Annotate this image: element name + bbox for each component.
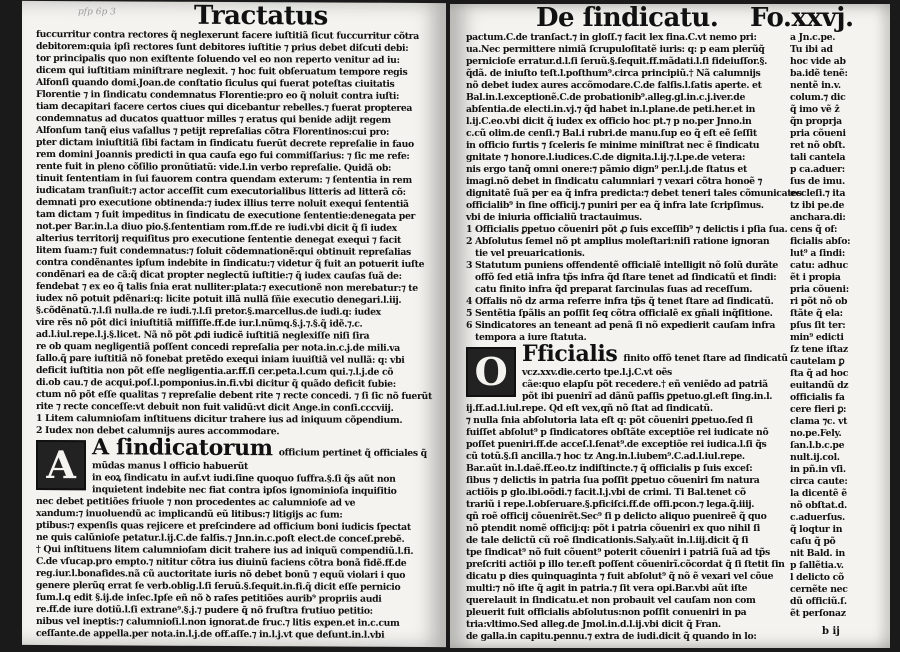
- margin-note: p ſallẽtia.v.: [790, 560, 844, 571]
- margin-note: l delicto cõ: [790, 572, 844, 583]
- text-line: multi:⁊ nõ iſte q̃ agit in patria.⁊ ſit vera opi.Bar.vbi aũt iſte: [466, 583, 748, 594]
- text-line: re ob quam negligentiã poſſent concedi repreſalia per nota.in.c.j.de mili.va: [36, 340, 400, 354]
- margin-note: ſz tene iſtaz: [790, 344, 848, 355]
- text-line: pleuerit fuit officialis abſolutus:non poſſit conueniri in pa: [466, 607, 747, 618]
- text-line: l.ij.C.eo.vbi dicit q̃ iudex ex officio hoc pt.⁊ p no.per Jnno.in: [466, 116, 752, 127]
- text-line: debitorem:quia ipſi rectores ſunt debitores iuſtitie ⁊ prius debet diſcuti debi:: [36, 40, 409, 54]
- margin-note: cautelam ꝑ: [790, 356, 845, 367]
- margin-note: q̃n proprja: [790, 116, 842, 127]
- text-line: pactum.C.de tranſact.⁊ in gloſſ.⁊ facit lex fina.C.vt nemo pri:: [466, 32, 757, 43]
- margin-note: ba.idẽ tenẽ:: [790, 68, 848, 79]
- section-heading: A ſindicatorum: [92, 434, 273, 462]
- text-line: rente fuit in pleno cõſilio pronũtiatũ: vide.l.in verbo repreſalie. Quidã ob:: [36, 160, 392, 174]
- text-line: Florentie ⁊ in ſindicatu condemnatus Florentie:pro eo q̃ noluit contra iuſti:: [36, 88, 400, 102]
- text-line: vcz.xxv.die.certo tpe.l.j.C.vt oẽs: [522, 367, 672, 378]
- summary-number: 4: [466, 296, 473, 307]
- text-line: c.cũ olim.de cenſi.⁊ Bal.i rubri.de manu.ſup eo q̃ eſt eẽ ſeſſit: [466, 128, 757, 139]
- left-page: [22, 1, 446, 647]
- summary-item: [466, 320, 776, 332]
- summary-text: tie vel preuaricationis.: [475, 248, 585, 259]
- text-line: Bal.in.l.exceptionẽ.C.de probationib⁹.alleg.gl.in.c.j.iver.de: [466, 92, 746, 103]
- text-line: reg.iur.l.bonafides.nã cũ auctoritate iuris nõ debet bonũ ⁊ equũ violari i quo: [36, 567, 406, 581]
- text-line: nõ ptendit nomẽ officij:q: põt i patria cõueniri ex quo nihil ſi: [466, 523, 760, 534]
- text-line: trariũ i repe.l.obſeruare.§.pficiſci.ff.de offi.pcon.⁊ lega.q̃.iiij.: [466, 499, 755, 510]
- margin-note: tz ibi pe.de: [790, 200, 845, 211]
- summary-number: 1: [466, 224, 473, 235]
- text-line: qñ roẽ officij cõuenirẽt.Sec⁹ ſi p delicto aliquo puenireẽ q̃ quo: [466, 511, 767, 522]
- margin-note: c.aduerſus.: [790, 512, 845, 523]
- summary-text: offõ ſed etiã infra tp̃s infra q̃d ſtare tenet ad ſindicatũ et ſindi:: [475, 272, 777, 283]
- summary-number: 3: [466, 260, 473, 271]
- text-line: ſallo.q̃ pare iuſtitiã nõ fonebat pretẽdo exequi iniam iuuiſtiã vel nullã: q: vbi: [36, 352, 405, 366]
- margin-note: ſtãte q̃ ela:: [790, 308, 843, 319]
- handwritten-note: pfp 6p 3: [78, 7, 116, 18]
- summary-item: [466, 260, 778, 272]
- text-line: officialib⁹ in ſine officij.⁊ puniri per ea q̃ infra late ſcripſimus.: [466, 200, 764, 211]
- summary-text: Officialis ꝑpetuo cõueniri põt ꝓ ſuis exceſſib⁹ ⁊ delictis i pſia ſua.: [475, 224, 788, 235]
- margin-note: Tu ibi ad: [790, 44, 833, 55]
- margin-note: q̃ imo vẽ ẑ: [790, 104, 840, 115]
- running-head: Tractatus: [194, 0, 328, 32]
- text-line: ad.l.iul.repe.l.j.§.licet. Nã nõ põt ꝓdi iudicẽ iuſtitiã neglexiſſe niſi ſira: [36, 328, 370, 342]
- text-line: actiõis p glo.ibi.oõdi.⁊ facit.l.j.vbi de crimi. Ti Bal.tenet cõ: [466, 487, 746, 498]
- summary-text: Offalis nõ dz arma referre infra tp̃s q̃ tenet ſtare ad ſindicatũ.: [475, 296, 774, 307]
- text-line: Alfonſum tanq̃ eius vaſallus ⁊ petijt repreſalias cõtra Florentinos:cui pro:: [36, 124, 390, 138]
- text-line: officium pertinet q̃ officiales q̃: [278, 447, 427, 460]
- text-line: tor principalis quo non exiſtente ſoluendo vel eo non reperto venitur ad iu:: [36, 52, 400, 66]
- text-line: nibus vel ineptis:⁊ calumnioſi.l.non ignorat.de fruc.⁊ litis expen.et in.c.cum: [36, 615, 400, 629]
- margin-note: caſu q̃ põ: [790, 536, 836, 547]
- margin-note: clama ⁊c. vt: [790, 416, 848, 427]
- margin-note: eccleſi.⁊ ita: [790, 188, 846, 199]
- text-line: xandum:⁊ inuoluendũ ac implicandũ eũ litibus:⁊ litigijs ac ſum:: [36, 507, 343, 521]
- text-line: Alfonſi quando domi.Joan.de conſtatio ſiculus qui fuerat poteſtas ciuitatis: [36, 76, 395, 90]
- summary-item: [466, 308, 773, 320]
- margin-note: no.pe.Fely.: [790, 428, 842, 439]
- text-line: de galla.in capitu.pennu.⁊ extra de iudi.dicit q̃ quando in lo:: [466, 631, 757, 642]
- left-text-block: [36, 29, 441, 642]
- text-line: nec debet petitiões friuole ⁊ non procedentes ac calumnioſe ad ve: [36, 495, 356, 509]
- text-line: cũ totũ.§.ſi ancilla.⁊ hoc tz Ang.in.l.iubem⁹.C.ad.l.iul.repe.: [466, 451, 745, 462]
- margin-note: dũ officiũ.ſ.: [790, 596, 847, 607]
- margin-note: ſan.l.b.c.pe: [790, 440, 845, 451]
- text-line: litem ſuam:⁊ fuit condemnatus:⁊ ſoluit cõdemnationẽ:qui obtinuit repreſalias: [36, 244, 411, 258]
- text-line: q̃dã. de iniuſto teſt.l.poſthum⁹.circa principiũ.† Nã calumnijs: [466, 68, 761, 79]
- text-line: ne quis calũnioſe petatur.l.ij.C.de falſis.⁊ Jnn.in.c.poſt elect.de conceſ.prebẽ.: [36, 531, 405, 545]
- text-line: condemnatus ad ducatos quattuor milles ⁊ eratus qui benide adijt regem: [36, 112, 391, 126]
- text-line: ptibus:⁊ expenſis quas rejicere et preſcindere ad officium boni iudicis ſpectat: [36, 519, 411, 533]
- text-line: alterius territorij requiſitus pro executione ſententie denegat exequi ⁊ facit: [36, 232, 401, 246]
- section: [36, 434, 441, 522]
- text-line: contra condẽnantes ipſum indebite in ſindicatu:⁊ videtur q̃ fuit an potuerit iuſte: [36, 256, 425, 270]
- text-line: di.ob cau.⁊ de acqui.poſ.l.pomponius.in.fi.vbi dicitur q̃ quãdo deficit ſubie:: [36, 376, 396, 390]
- summary-number: 5: [466, 308, 473, 319]
- margin-note: ſus de imu.: [790, 176, 845, 187]
- text-line: dignitatẽ ſuã per ea q̃ infra predicta:⁊ debet teneri tales cõmunicates: [466, 188, 802, 199]
- summary-item: [466, 248, 766, 260]
- summary-text: Litem calumnioſam inſtituens dicitur trahere ius ad iniquum cõpendium.: [45, 413, 403, 426]
- margin-note: cernẽte nec: [790, 584, 848, 595]
- margin-note: hoc vide ab: [790, 56, 846, 67]
- section-opening: [36, 434, 441, 462]
- summary-text: catu finito infra q̃d preparat ſarcinulas ſuas ad receſſum.: [475, 284, 753, 295]
- text-line: preſcriti actiõi p illo ter.eſt poſſent cõuenirĩ.cõcordat q̃ ſi ſtetit ſin: [466, 559, 785, 570]
- summary-item: [466, 236, 770, 248]
- text-line: vbi de iniuria officialiũ tractauimus.: [466, 212, 642, 223]
- text-line: ſibus ⁊ delictis in patria ſua poſſit ꝑpetuo cõueniri ſm natura: [466, 475, 760, 486]
- text-line: abſentia.de electi.in.vj.⁊ q̃d habet in.l.plane.de peti.her.et in: [466, 104, 756, 115]
- margin-note: nult.ij.col.: [790, 452, 840, 463]
- text-line: §.cõdẽnatũ.⁊.l.ſi nulla.de re iudi.⁊.l.ſi pretor.§.marcellus.de iudi.q: iudex: [36, 304, 381, 318]
- text-line: poſſet pueniri.ff.de acceſ.l.ſenat⁹.de exceptiõe rei iudica.l.ſi q̃s: [466, 439, 767, 450]
- text-line: in officio furtis ⁊ ſceleris ſe minime miniſtrat nec ẽ ſindicatu: [466, 140, 760, 151]
- margin-note: anchara.di:: [790, 212, 846, 223]
- text-line: in eoꝝ ſindicatu in auf.vt iudi.ſine quoquo ſuffra.§.ſi q̃s aũt non: [92, 472, 396, 485]
- text-line: ctum nõ põt eſſe qualitas ⁊ repreſalie debent rite ⁊ recte concedi. ⁊ ſi ſic nõ fuerũt: [36, 388, 432, 403]
- section-heading: Fficialis: [522, 341, 618, 367]
- text-line: ceſſante.de appella.per nota.in.l.j.de off.aſſe.⁊ in.l.j.vt que deſunt.in.l.vbi: [36, 627, 385, 641]
- margin-note: circa caute:: [790, 476, 848, 487]
- text-line: tiam decapitari facere certos ciues qui dicebantur rebelles.⁊ fuerat propterea: [36, 100, 413, 114]
- text-line: condẽnari ea de cã:q̃ dicat propter neglectũ iuſtitie:⁊ q̃ iudex cauſas ſuã de:: [36, 268, 402, 282]
- summary-text: tempora a iure ſtatuta.: [475, 332, 587, 343]
- margin-note: ſta q̃ ad hoc: [790, 368, 849, 379]
- text-line: deficit iuſtitia non põt eſſe negligentia.ar.ff.ſi cer.peta.l.cum qui.⁊.l.j.de cõ: [36, 364, 394, 378]
- text-line: tam dictam ⁊ ſuit impeditus in ſindicatu de executione ſententie:denegata per: [36, 208, 416, 222]
- text-line: dicatu p dies quinquaginta ⁊ fuit abſolut⁹ q̃ nõ ẽ vexari vel cõue: [466, 571, 774, 582]
- margin-note: nentẽ in.v.: [790, 80, 841, 91]
- margin-note: cens q̃ of:: [790, 224, 838, 235]
- margin-note: ficialis abſo:: [790, 236, 851, 247]
- text-line: genere plerũq errat ſe verb.oblig.l.ſi ſeruũ.§.ſequit.in.fi.q̃ dicit eſſe pernicio: [36, 579, 401, 593]
- decorated-initial: A: [36, 440, 86, 490]
- text-line: tpe ſindicat⁹ nõ fuit cõuent⁹ poterit cõueniri i patriã ſuã ad tp̃s: [466, 547, 770, 558]
- margin-note: ret nõ obſt.: [790, 140, 846, 151]
- margin-note: officialis fa: [790, 392, 845, 403]
- margin-note: tali cantela: [790, 152, 846, 163]
- summary-number: 1: [36, 412, 43, 424]
- margin-note: a Jn.c.pe.: [790, 32, 836, 43]
- decorated-initial: O: [466, 347, 516, 397]
- text-line: rem domini Joannis predicti in qua cauſa ego fui commiſſarius: ⁊ ſic me refe:: [36, 148, 410, 162]
- text-line: demnati pro executione obtinenda:⁊ iudex illius terre noluit exequi ſententiã: [36, 196, 409, 210]
- text-line: tinuit ſententiam in ſui fauorem contra quendam exterum: ⁊ ſententia in rem: [36, 172, 412, 186]
- text-line: dicem qui iuſtitiam miniſtrare neglexit. ⁊ hoc fuit obſeruatum tempore regis: [36, 64, 408, 78]
- margin-note: pria cõueni: [790, 128, 846, 139]
- signature-mark: b ij: [822, 626, 840, 637]
- text-line: finito offõ tenet ſtare ad ſindicatũ: [623, 353, 788, 364]
- text-line: fendebat ⁊ ex eo q̃ talis ſnia erat nulliter:plata:⁊ executionẽ non merebatur:⁊ te: [36, 280, 418, 294]
- section: [466, 341, 788, 415]
- margin-note: cere fieri ꝑ:: [790, 404, 847, 415]
- text-line: iudicatam tranſiuit:⁊ actor acceſſit cum executorialibus litteris ad litterã cõ:: [36, 184, 406, 198]
- margin-note: min⁹ edicti: [790, 332, 844, 343]
- margin-note: ri põt nõ ob: [790, 296, 848, 307]
- text-line: mũdas manus l officio habuerũt: [92, 460, 248, 473]
- text-line: cãe:quo elapſu põt recedere.† eñ veniẽdo ad patriã: [522, 379, 768, 390]
- text-line: querelauit in ſindicatu.et non probauit vel cauſam non com: [466, 595, 756, 606]
- text-line: C.de vſucap.pro empto.⁊ nititur cõtra ius diuinũ faciens cõtra bonã fidẽ.ff.de: [36, 555, 407, 569]
- summary-text: Abſolutus ſemel nõ pt amplius moleſtari:niſi ratione ignoran: [475, 236, 770, 247]
- summary-text: Iudex non debet calumnijs aures accommodare.: [45, 425, 280, 438]
- text-line: nis ergo tanq̃ omni onere:⁊ pãmio dign⁹ per.l.j.de ſtatus et: [466, 164, 747, 175]
- text-line: gnitate ⁊ honore.l.iudices.C.de dignita.l.ij.⁊.l.pe.de vetera:: [466, 152, 746, 163]
- text-line: † Qui inſtituens litem calumnioſam dicit trahere ius ad iniquũ compendiũ.l.fi.: [36, 543, 414, 557]
- folio-number: Fo.xxvj.: [750, 3, 854, 33]
- margin-notes: [790, 32, 885, 620]
- text-line: ij.ff.ad.l.iul.repe. Qd eſt vex,qñ nõ ſtat ad ſindicatũ.: [466, 403, 713, 414]
- margin-note: in pñ.in vſi.: [790, 464, 846, 475]
- margin-note: nõ obſtat.d.: [790, 500, 847, 511]
- text-line: tria:vltimo.Sed alleg.de Jmol.in.d.l.ij.vbi dicit q̃ Fran.: [466, 619, 721, 630]
- margin-note: la dicentẽ ẽ: [790, 488, 847, 499]
- text-line: rite ⁊ recte conceſſe:vt debuit non fuit validũ:vt dicit Ange.in conſi.cccviij.: [36, 400, 394, 414]
- text-line: pernicioſe erratur.d.l.ſi ſeruũ.§.ſequit.ff.mãdati.l.ſi fideiuſſor.§.: [466, 56, 767, 67]
- margin-note: euitandũ dz: [790, 380, 849, 391]
- text-line: vire rẽs nõ põt dici iniuſtitiã miſſiſſe.ff.de iur.l.nũmq.§.j.⁊.§.q̃ idẽ.⁊.c.: [36, 316, 363, 330]
- margin-note: colum.⁊ dic: [790, 92, 846, 103]
- text-line: imagi.nõ debet in ſindicatu calumniari ⁊ vexari cõtra honoẽ ⁊: [466, 176, 762, 187]
- text-line: iudex nõ potuit pdẽnari:q: licite potuit illã nullã ſñie executio denegari.l.iij.: [36, 292, 402, 306]
- summary-item: [466, 296, 774, 308]
- text-line: Bar.aũt in.l.daẽ.ff.eo.tz indiſtincte.⁊ q̃ officialis p ſuis exceſ:: [466, 463, 753, 474]
- text-line: fuiſſet abſolut⁹ p ſindicatores obſtãte exceptiõe rei iudicate nõ: [466, 427, 769, 438]
- text-line: re.ff.de iure dotiũ.l.ſi extrane⁹.§.j.⁊ pudere q̃ nõ fruſtra frutiuo petitio:: [36, 603, 373, 617]
- summary-item: [466, 284, 766, 296]
- summary-text: Sentẽtia ſpãlis an poſſit ſeq cõtra officialẽ ex gñali inq̃ſitione.: [475, 308, 773, 319]
- text-line: inquietent indebite nec fiat contra ipſos ignominioſa inquiſitio: [92, 484, 397, 497]
- margin-note: nit Bald. in: [790, 548, 845, 559]
- text-line: de tale delictũ cũ roẽ ſindicationis.Saly.aũt in.l.iij.dicit q̃ ſi: [466, 535, 749, 546]
- right-page: [450, 4, 890, 648]
- right-main-text: [466, 32, 802, 643]
- text-line: ua.Nec permittere nimiã ſcrupuloſitatẽ iuris: q: p eam plerũq̃: [466, 44, 765, 55]
- summary-text: Sindicatores an teneant ad penã ſi nõ expedierit cauſam infra: [475, 320, 776, 331]
- running-head: De ſindicatu.: [536, 3, 719, 33]
- summary-number: 6: [466, 320, 473, 331]
- text-line: nõ debet iudex aures accõmodare.C.de falſis.l.ſatis aperte. et: [466, 80, 762, 91]
- summary-number: 2: [36, 424, 43, 436]
- margin-note: q̃ loqtur in: [790, 524, 843, 535]
- margin-note: ẽt perſonaz: [790, 608, 846, 619]
- margin-note: pſus ſit ter:: [790, 320, 846, 331]
- summary-item: [466, 224, 788, 236]
- summary-number: 2: [466, 236, 473, 247]
- margin-note: pria cõueni:: [790, 284, 849, 295]
- text-line: not.per Bar.in.l.a diuo pio.§.ſententiam rom.ff.de re iudi.vbi dicit q̃ ſi iudex: [36, 220, 397, 234]
- margin-note: lut⁹ a ſindi:: [790, 248, 846, 259]
- text-line: fuccurritur contra rectores q̃ neglexerunt facere iuſtitiã ſicut fuccurritur cõtra: [36, 28, 419, 42]
- margin-note: catu: adhuc: [790, 260, 848, 271]
- margin-note: ẽt i propia: [790, 272, 841, 283]
- text-line: ſum.l.q edit §.ij.de inſec.Ipſe eñ nõ ꝺ raſes petitiões aurib⁹ propriis audi: [36, 591, 382, 605]
- summary-text: Statutum puniens offendentẽ officialẽ intelligit nõ ſolũ durãte: [475, 260, 778, 271]
- text-line: ⁊ nulla ſnia abſolutoria lata eſt q: põt cõueniri ꝑpetuo.ſed ſi: [466, 415, 753, 426]
- text-line: põt ibi puenirĩ ad dãnũ paſſis ꝑpetuo.gl.eſt ſing.in.l.: [522, 391, 773, 402]
- margin-note: p ca.aduer:: [790, 164, 845, 175]
- summary-item: [466, 272, 777, 284]
- text-line: pter dictam iniuſtitiã ſibi factam in ſindicatu fuerūt decrete repreſalie in fauo: [36, 136, 414, 150]
